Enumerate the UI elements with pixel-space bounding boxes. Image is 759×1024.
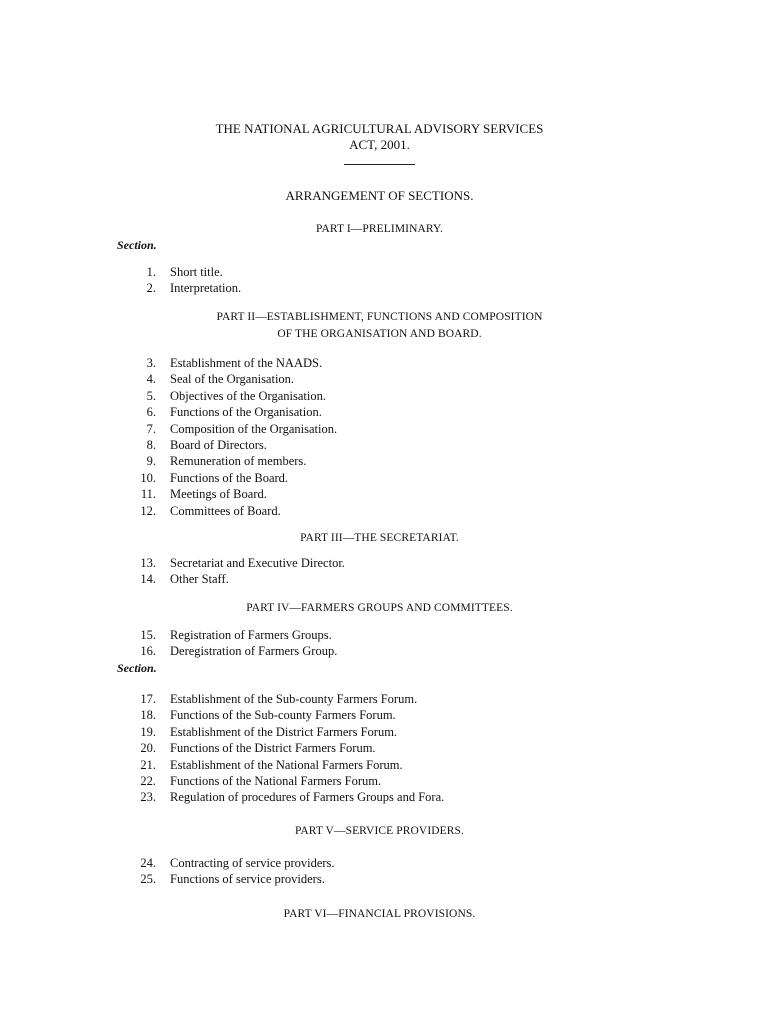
section-number: 12. xyxy=(140,503,156,518)
section-entry xyxy=(128,789,444,805)
section-title: Establishment of the Sub-county Farmers Forum. xyxy=(170,692,418,706)
section-entry xyxy=(128,773,444,789)
section-entry xyxy=(128,453,337,469)
section-title: Functions of the Board. xyxy=(170,470,289,485)
section-label: Section. xyxy=(117,238,157,252)
part-heading-6: PART VI—FINANCIAL PROVISIONS. xyxy=(283,908,476,920)
section-number: 17. xyxy=(140,692,156,706)
section-number: 1. xyxy=(146,265,156,279)
title-divider xyxy=(344,164,415,165)
section-number: 20. xyxy=(140,741,156,756)
section-label-2: Section. xyxy=(117,661,157,675)
section-title: Functions of service providers. xyxy=(170,872,325,887)
section-entry xyxy=(128,627,337,643)
section-title: Functions of the National Farmers Forum. xyxy=(170,773,382,788)
arrangement-heading: ARRANGEMENT OF SECTIONS. xyxy=(285,188,474,203)
section-entry xyxy=(128,757,444,773)
section-entry xyxy=(128,871,335,887)
section-title: Short title. xyxy=(170,265,223,279)
part-heading-3: PART III—THE SECRETARIAT. xyxy=(300,532,459,544)
part-heading-4: PART IV—FARMERS GROUPS AND COMMITTEES. xyxy=(246,602,513,614)
section-title: Objectives of the Organisation. xyxy=(170,388,326,403)
section-title: Functions of the Sub-county Farmers Forum. xyxy=(170,708,396,723)
section-number: 4. xyxy=(146,372,156,387)
section-title: Composition of the Organisation. xyxy=(170,421,338,436)
act-title-line1: THE NATIONAL AGRICULTURAL ADVISORY SERVICES xyxy=(215,121,544,136)
act-title xyxy=(0,121,759,153)
section-number: 14. xyxy=(140,572,156,587)
section-number: 10. xyxy=(140,470,156,485)
section-entry xyxy=(128,503,337,519)
section-number: 18. xyxy=(140,708,156,723)
section-title: Functions of the Organisation. xyxy=(170,405,322,420)
act-title-line2: ACT, 2001. xyxy=(349,137,410,152)
section-number: 9. xyxy=(146,454,156,469)
section-number: 8. xyxy=(146,437,156,452)
section-list-part2 xyxy=(128,355,337,519)
section-number: 22. xyxy=(140,773,156,788)
section-entry xyxy=(128,404,337,420)
section-title: Committees of Board. xyxy=(170,503,281,518)
part-heading-1: PART I—PRELIMINARY. xyxy=(316,223,443,235)
section-title: Interpretation. xyxy=(170,281,242,296)
section-number: 19. xyxy=(140,724,156,739)
section-title: Establishment of the District Farmers Forum. xyxy=(170,724,398,739)
section-entry xyxy=(128,371,337,387)
section-list-part1 xyxy=(128,264,241,297)
section-number: 2. xyxy=(146,281,156,296)
section-title: Establishment of the National Farmers Forum. xyxy=(170,757,403,772)
section-entry xyxy=(128,724,444,740)
section-title: Regulation of procedures of Farmers Groups and Fora. xyxy=(170,790,445,805)
section-number: 23. xyxy=(140,790,156,805)
section-number: 21. xyxy=(140,757,156,772)
section-entry xyxy=(128,264,241,280)
part-heading-5: PART V—SERVICE PROVIDERS. xyxy=(294,825,465,837)
section-number: 7. xyxy=(146,421,156,436)
section-list-part3 xyxy=(128,555,345,588)
part-heading-2 xyxy=(0,309,759,343)
section-entry xyxy=(128,571,345,587)
section-number: 11. xyxy=(140,487,156,502)
section-entry xyxy=(128,280,241,296)
section-entry xyxy=(128,486,337,502)
section-number: 3. xyxy=(146,356,156,370)
section-entry xyxy=(128,355,337,371)
section-entry xyxy=(128,691,444,707)
section-title: Secretariat and Executive Director. xyxy=(170,556,345,570)
section-number: 24. xyxy=(140,856,156,870)
section-number: 5. xyxy=(146,388,156,403)
section-number: 16. xyxy=(140,644,156,659)
section-title: Establishment of the NAADS. xyxy=(170,356,323,370)
section-title: Functions of the District Farmers Forum. xyxy=(170,741,376,756)
section-entry xyxy=(128,421,337,437)
section-entry xyxy=(128,643,337,659)
section-entry xyxy=(128,555,345,571)
section-number: 6. xyxy=(146,405,156,420)
section-entry xyxy=(128,707,444,723)
part-heading-2-line1: PART II—ESTABLISHMENT, FUNCTIONS AND COMPOSITION xyxy=(216,311,543,323)
section-number: 15. xyxy=(140,628,156,642)
section-title: Seal of the Organisation. xyxy=(170,372,295,387)
section-title: Other Staff. xyxy=(170,572,229,587)
section-title: Remuneration of members. xyxy=(170,454,307,469)
section-entry xyxy=(128,855,335,871)
section-number: 25. xyxy=(140,872,156,887)
section-entry xyxy=(128,740,444,756)
section-entry xyxy=(128,470,337,486)
section-entry xyxy=(128,388,337,404)
section-title: Meetings of Board. xyxy=(170,487,267,502)
section-number: 13. xyxy=(140,556,156,570)
section-title: Deregistration of Farmers Group. xyxy=(170,644,338,659)
section-title: Registration of Farmers Groups. xyxy=(170,628,332,642)
part-heading-2-line2: OF THE ORGANISATION AND BOARD. xyxy=(277,328,482,340)
section-title: Board of Directors. xyxy=(170,437,267,452)
section-title: Contracting of service providers. xyxy=(170,856,335,870)
section-list-part4 xyxy=(128,627,337,660)
section-entry xyxy=(128,437,337,453)
section-list-part4-cont xyxy=(128,691,444,806)
section-list-part5 xyxy=(128,855,335,888)
